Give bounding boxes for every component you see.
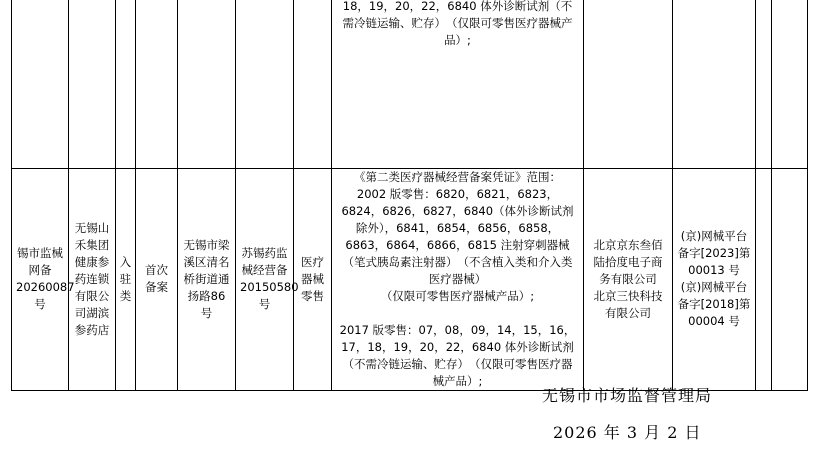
scope-text-continued: 18，19，20，22，6840 体外诊断试剂（不需冷链运输、贮存） （仅限可零售医疗器械产品）; xyxy=(342,0,573,47)
license-cell xyxy=(236,0,294,168)
platform-record-text: (京)网械平台备字[2023]第00013 号 (京)网械平台备字[2018]第00004 号 xyxy=(677,229,751,328)
scope-cell xyxy=(332,168,584,390)
scope-cell xyxy=(332,0,584,168)
platform-record-cell xyxy=(673,0,756,168)
scope-text-2017: 2017 版零售：07，08，09，14，15，16，17，18，19，20，22，6840 体外诊断试剂（不需冷链运输、贮存） （仅限可零售医疗器械产品）; xyxy=(339,322,576,388)
type-cell xyxy=(116,0,136,168)
type-cell: 入驻类 xyxy=(116,168,136,390)
issuing-authority: 无锡市市场监督管理局 xyxy=(542,386,713,405)
company-cell: 无锡山禾集团健康参药连锁有限公司湖滨参药店 xyxy=(69,168,116,390)
platform-record-cell xyxy=(673,168,756,390)
platform-company-text: 北京京东叁佰陆拾度电子商务有限公司 北京三快科技有限公司 xyxy=(593,237,663,320)
address-cell xyxy=(178,0,236,168)
record-kind-cell: 首次备案 xyxy=(136,168,178,390)
company-cell xyxy=(69,0,116,168)
record-table xyxy=(11,0,808,391)
table-row xyxy=(12,168,808,390)
empty-cell xyxy=(772,168,808,390)
table-row xyxy=(12,0,808,168)
empty-cell xyxy=(772,0,808,168)
empty-cell xyxy=(756,168,772,390)
scope-text-2002: 《第二类医疗器械经营备案凭证》范围： 2002 版零售：6820，6821，6823，6824，6826，6827，6840（体外诊断试剂除外），6841，6854，6856，6858，6863，6864，6866，6815 注射穿刺器械（笔式胰岛素注射器） （不含植入类和介入类医疗器械） （仅限可零售医疗器械产品）; xyxy=(341,169,574,303)
record-kind-cell xyxy=(136,0,178,168)
issue-date: 2026 年 3 月 2 日 xyxy=(553,423,702,442)
empty-cell xyxy=(756,0,772,168)
mode-cell xyxy=(294,0,332,168)
license-cell: 苏锡药监械经营备20150580号 xyxy=(236,168,294,390)
record-no-cell xyxy=(12,0,69,168)
record-no-cell: 锡市监械网备20260087号 xyxy=(12,168,69,390)
address-cell: 无锡市梁溪区清名桥街道通扬路86号 xyxy=(178,168,236,390)
platform-company-cell xyxy=(584,168,673,390)
mode-cell: 医疗器械零售 xyxy=(294,168,332,390)
platform-company-cell xyxy=(584,0,673,168)
